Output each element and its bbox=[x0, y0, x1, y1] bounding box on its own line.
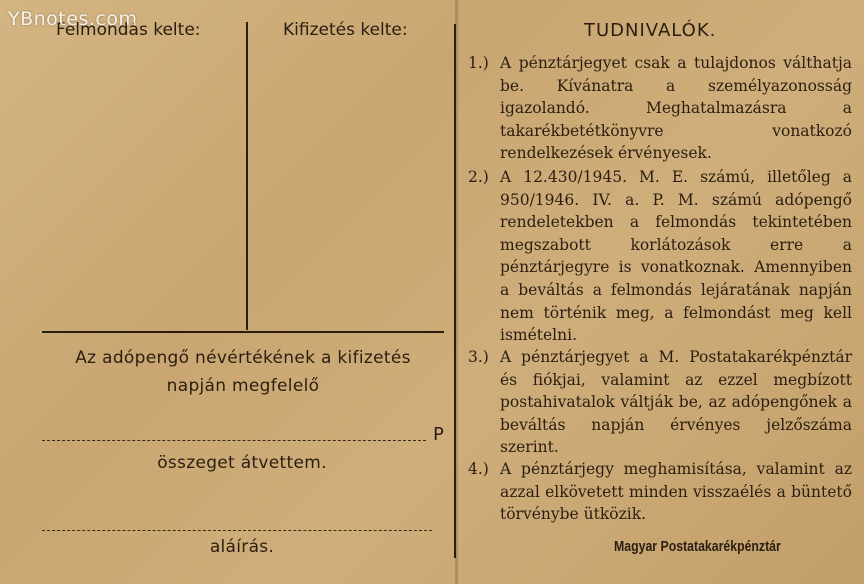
receipt-text-line1: Az adópengő névértékének a kifizetés bbox=[75, 348, 411, 368]
note-item bbox=[468, 458, 852, 526]
note-text: A pénztárjegyet csak a tulajdonos válthatja be. Kívánatra a személyazonosság igazolandó. Meghatalmazásra a takarékbetétkönyvre vonatkozó rendelkezések érvényesek. bbox=[500, 54, 852, 163]
receipt-text-line2: napján megfelelő bbox=[166, 376, 320, 396]
notes-title: TUDNIVALÓK. bbox=[584, 20, 717, 41]
note-number: 4.) bbox=[468, 460, 489, 478]
watermark: YBnotes.com bbox=[8, 8, 138, 30]
note-item bbox=[468, 166, 852, 347]
note-text: A pénztárjegy meghamisítása, valamint az azzal elkövetett minden visszaélés a büntető törvénybe ütközik. bbox=[500, 460, 852, 524]
column-divider bbox=[246, 22, 248, 330]
amount-blank-line bbox=[42, 440, 426, 441]
note-number: 1.) bbox=[468, 54, 489, 72]
signature-blank-line bbox=[42, 530, 432, 531]
note-text: A 12.430/1945. M. E. számú, illetőleg a 950/1946. IV. a. P. M. számú adópengő rendeletekben a felmondás tekintetében megszabott korlátozások erre a pénztárjegyre is vonatkoznak. Amennyiben a beváltás a felmondás lejáratának napján nem történik meg, a felmondást meg kell ismételni. bbox=[500, 168, 852, 345]
main-divider bbox=[454, 24, 456, 558]
note-number: 2.) bbox=[468, 168, 489, 186]
note-text: A pénztárjegyet a M. Postatakarékpénztár és fiókjai, valamint az ezzel megbízott postahivatalok váltják be, az adópengőnek a beváltás napján érvényes jelzőszáma szerint. bbox=[500, 348, 852, 457]
section-divider bbox=[42, 331, 444, 333]
note-number: 3.) bbox=[468, 348, 489, 366]
amount-received-text: összeget átvettem. bbox=[157, 453, 327, 473]
payment-date-label: Kifizetés kelte: bbox=[283, 20, 408, 40]
signature-label: aláírás. bbox=[209, 537, 275, 557]
note-item bbox=[468, 52, 852, 165]
note-item bbox=[468, 346, 852, 459]
currency-mark: P bbox=[433, 424, 444, 445]
notice-date-label: Felmondás kelte: bbox=[56, 20, 201, 40]
issuer-signature: Magyar Postatakarékpénztár bbox=[614, 538, 781, 555]
